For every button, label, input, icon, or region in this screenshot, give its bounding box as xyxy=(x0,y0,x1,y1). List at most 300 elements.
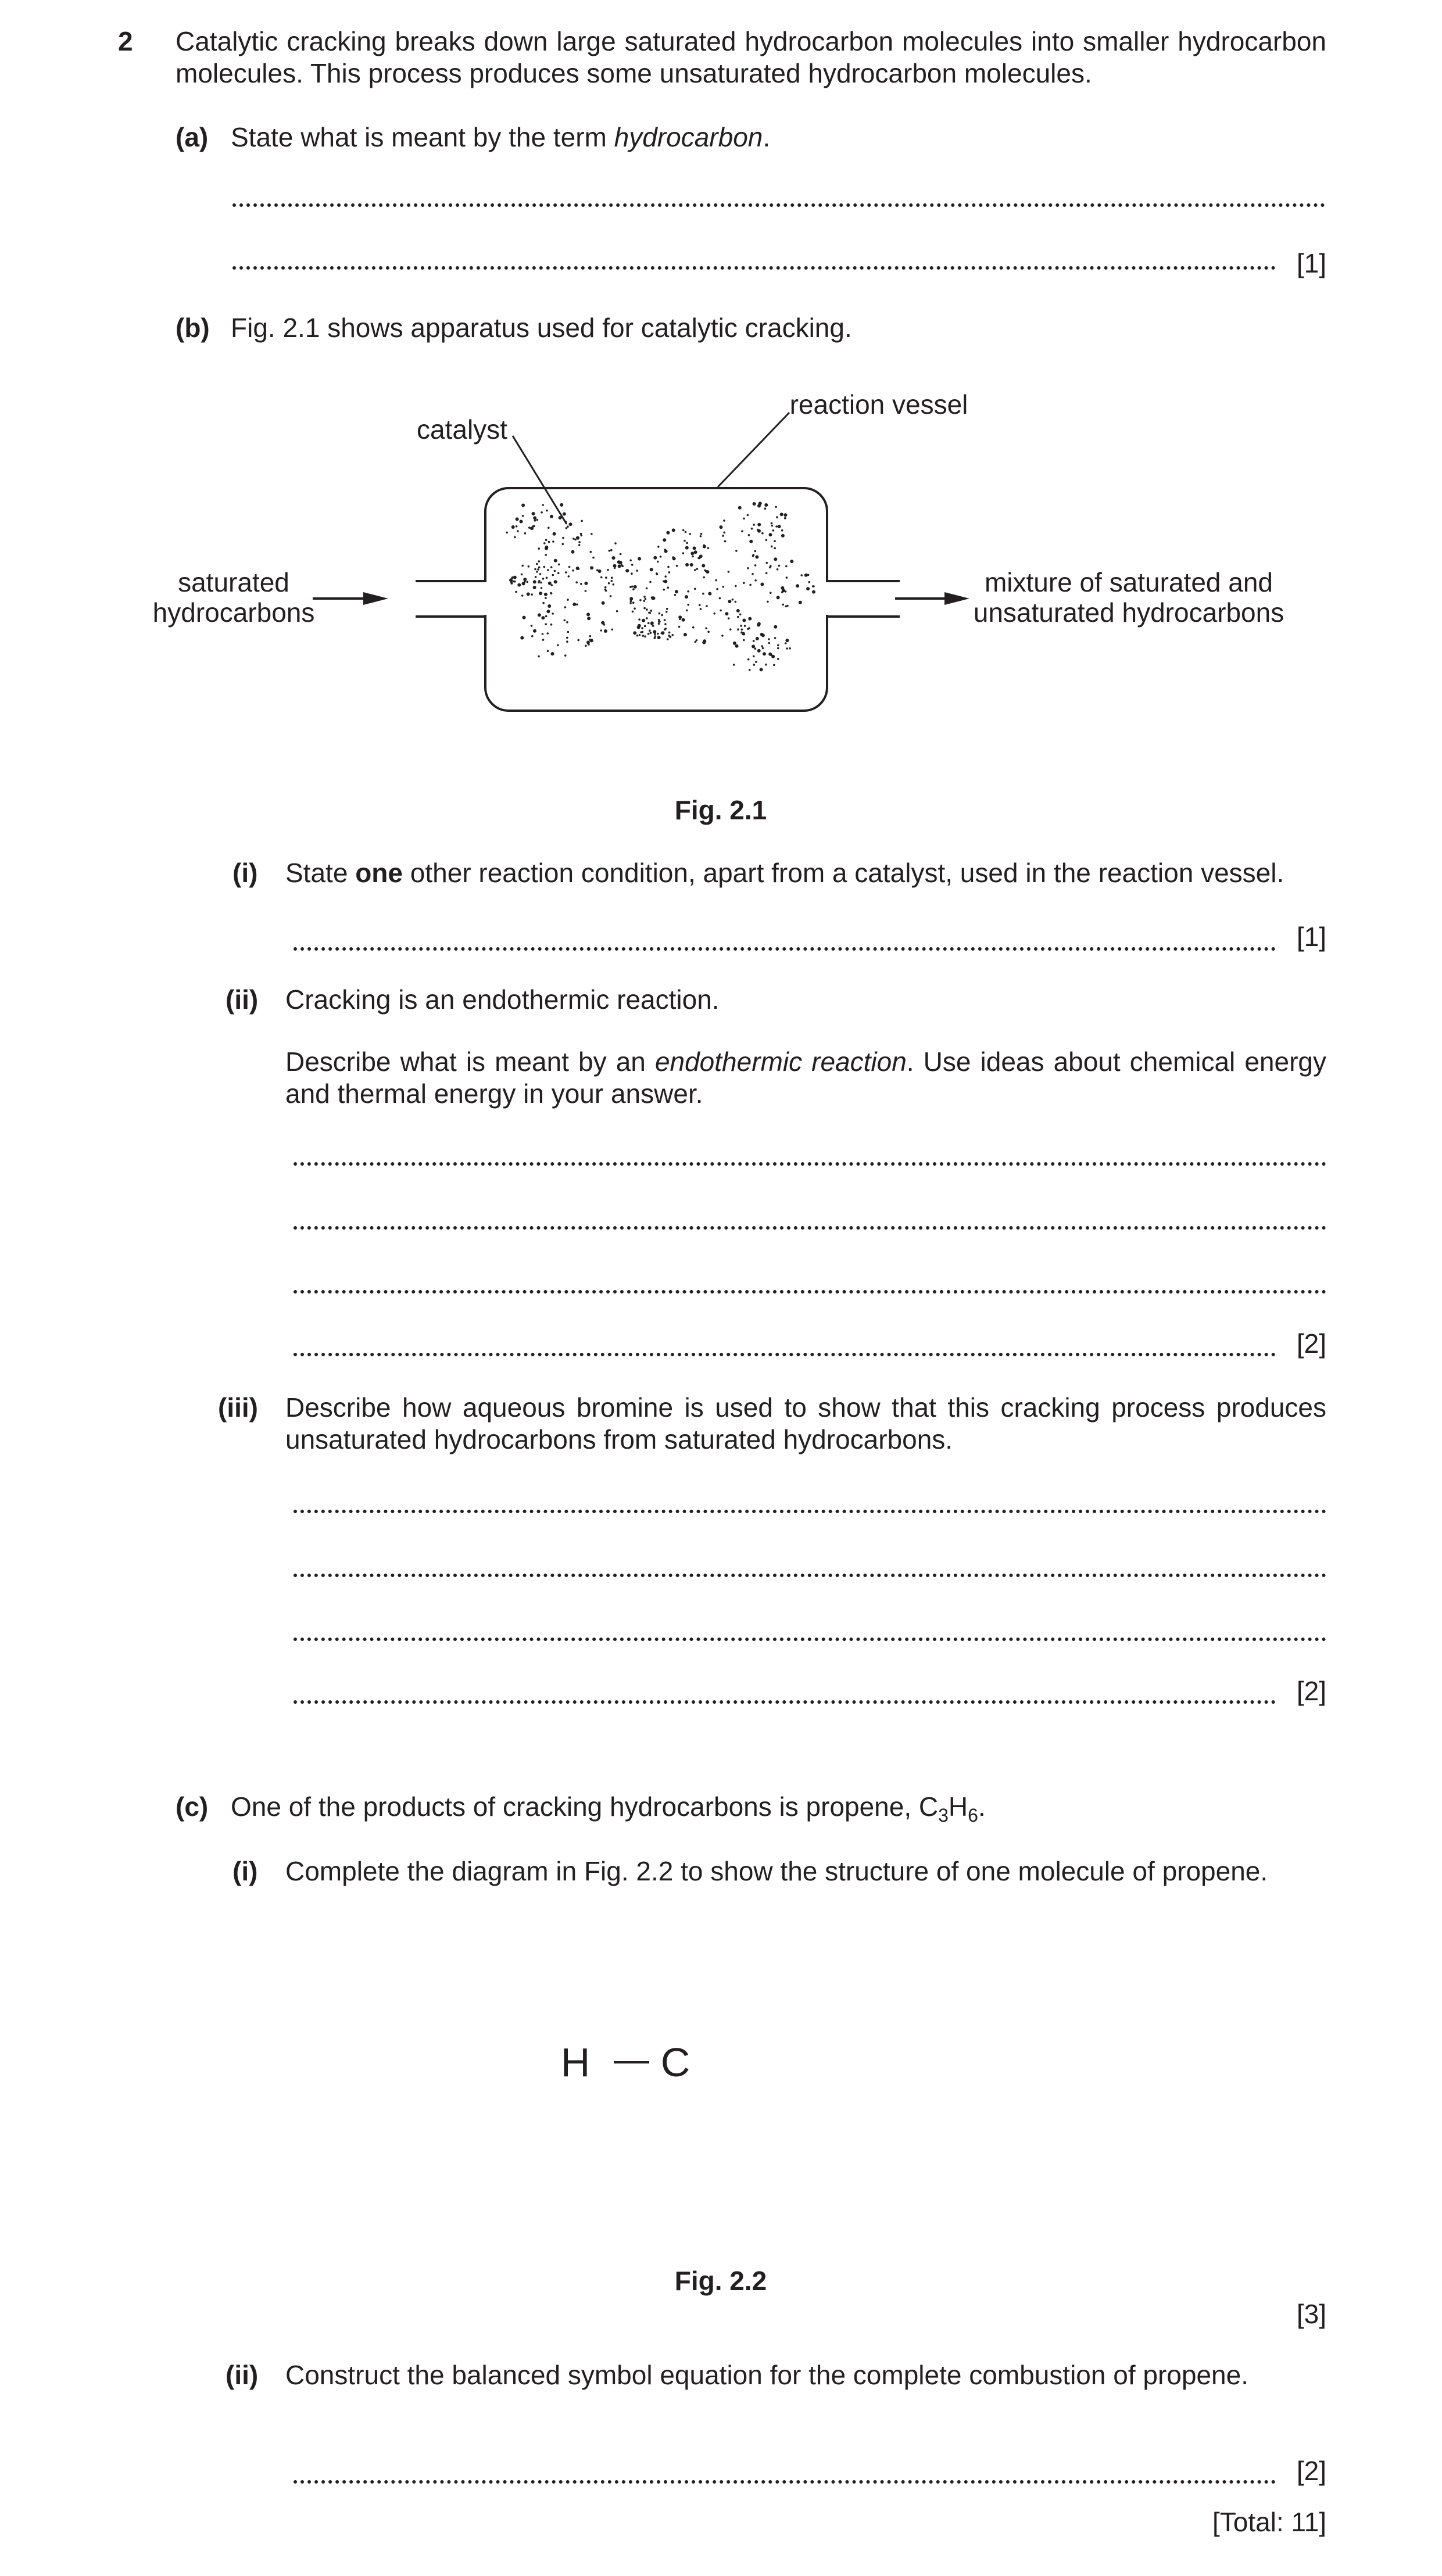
catalyst-dot xyxy=(545,547,548,550)
catalyst-dot xyxy=(706,571,709,574)
catalyst-dot xyxy=(773,664,775,667)
catalyst-dot xyxy=(642,619,645,622)
output-arrow xyxy=(895,592,969,605)
catalyst-dot xyxy=(567,599,569,601)
answer-line-b-ii-3[interactable] xyxy=(294,1284,1326,1294)
vessel-leader-line xyxy=(718,413,789,487)
catalyst-dot xyxy=(611,576,613,579)
catalyst-dot xyxy=(663,589,665,591)
catalyst-dot xyxy=(777,568,779,571)
catalyst-dot xyxy=(785,565,788,568)
catalyst-dot xyxy=(682,529,685,532)
catalyst-dot xyxy=(629,560,632,562)
catalyst-dot xyxy=(533,586,536,589)
catalyst-dot xyxy=(650,568,653,571)
catalyst-dot xyxy=(564,606,567,608)
catalyst-dot xyxy=(629,602,632,604)
catalyst-dot xyxy=(550,593,553,595)
catalyst-dot xyxy=(619,561,622,564)
catalyst-dot xyxy=(567,631,570,633)
catalyst-dot xyxy=(634,585,637,589)
catalyst-dot xyxy=(754,579,757,582)
catalyst-dot xyxy=(693,546,696,550)
catalyst-dot xyxy=(647,633,650,635)
catalyst-dot xyxy=(631,564,634,566)
catalyst-dot xyxy=(638,557,641,561)
catalyst-dot xyxy=(538,582,540,584)
catalyst-dot xyxy=(707,630,710,633)
answer-line-a2[interactable] xyxy=(232,260,1276,270)
catalyst-dot xyxy=(707,547,710,549)
catalyst-dot xyxy=(743,639,745,642)
catalyst-dot xyxy=(786,647,788,650)
input-label-line1: saturated xyxy=(178,567,289,597)
answer-line-b-ii-2[interactable] xyxy=(294,1220,1326,1230)
catalyst-dot xyxy=(735,644,739,648)
catalyst-dot xyxy=(741,530,743,532)
catalyst-dot xyxy=(564,619,566,622)
catalyst-dot xyxy=(566,637,568,639)
catalyst-dot xyxy=(527,592,530,596)
catalyst-dot xyxy=(661,614,663,617)
answer-line-b-iii-1[interactable] xyxy=(294,1504,1326,1513)
catalyst-dot xyxy=(534,568,536,571)
catalyst-dot xyxy=(728,600,731,603)
catalyst-dot xyxy=(676,565,678,567)
catalyst-dot xyxy=(560,503,563,507)
catalyst-dot xyxy=(736,609,740,612)
catalyst-dot xyxy=(566,527,568,529)
fig-2-1-apparatus-diagram xyxy=(0,372,1442,744)
catalyst-dot xyxy=(621,565,624,567)
catalyst-dot xyxy=(737,616,739,618)
catalyst-dot xyxy=(557,572,560,575)
catalyst-dot xyxy=(749,540,753,543)
catalyst-dot xyxy=(776,516,778,518)
catalyst-dot xyxy=(548,604,551,608)
catalyst-dot xyxy=(743,633,746,636)
catalyst-dot xyxy=(589,635,592,637)
catalyst-dot xyxy=(739,614,742,616)
catalyst-dot xyxy=(651,596,654,600)
catalyst-dot xyxy=(538,560,541,563)
catalyst-dot xyxy=(543,566,546,568)
catalyst-dot xyxy=(601,621,604,625)
catalyst-dot xyxy=(799,601,802,604)
catalyst-dot xyxy=(538,655,540,658)
outlet-pipe xyxy=(825,581,906,617)
catalyst-dot xyxy=(696,639,698,642)
catalyst-dot xyxy=(562,537,564,539)
catalyst-dot xyxy=(789,647,791,650)
catalyst-dot xyxy=(620,553,622,556)
catalyst-dot xyxy=(646,617,648,619)
catalyst-dot xyxy=(572,538,575,540)
catalyst-dot xyxy=(780,513,783,516)
answer-line-a1[interactable] xyxy=(232,198,1325,207)
part-c-text: One of the products of cracking hydrocarbons is propene, $C_3H_6$. xyxy=(231,1792,986,1826)
catalyst-dot xyxy=(641,627,643,629)
answer-line-b-iii-3[interactable] xyxy=(294,1632,1326,1641)
catalyst-dot xyxy=(774,557,777,561)
catalyst-dot xyxy=(686,610,688,612)
catalyst-dot xyxy=(528,565,530,568)
catalyst-dot xyxy=(713,612,715,615)
catalyst-dot xyxy=(581,520,583,522)
catalyst-dot xyxy=(754,550,757,553)
catalyst-dot xyxy=(765,539,768,542)
catalyst-dot xyxy=(604,629,607,633)
catalyst-dot xyxy=(765,562,768,564)
catalyst-dot xyxy=(684,540,686,542)
catalyst-dot xyxy=(654,635,657,637)
question-number: 2 xyxy=(118,26,133,56)
catalyst-dot xyxy=(705,627,707,629)
catalyst-dot xyxy=(781,529,783,532)
catalyst-dot xyxy=(536,519,539,521)
catalyst-dot xyxy=(514,536,516,539)
answer-line-b-ii-4[interactable] xyxy=(294,1347,1276,1356)
catalyst-dot xyxy=(632,611,634,613)
catalyst-dot xyxy=(753,655,755,658)
catalyst-dot xyxy=(552,540,554,543)
fig-2-2-propene-structure[interactable] xyxy=(558,2031,709,2095)
catalyst-dot xyxy=(643,596,646,598)
catalyst-dot xyxy=(774,547,776,550)
catalyst-dot xyxy=(755,556,758,559)
catalyst-dot xyxy=(625,569,629,572)
answer-line-b-iii-2[interactable] xyxy=(294,1568,1326,1577)
catalyst-dot xyxy=(657,546,660,548)
catalyst-dot xyxy=(656,574,659,576)
catalyst-dot xyxy=(585,645,587,647)
catalyst-dot xyxy=(548,541,550,543)
catalyst-dot xyxy=(675,590,678,593)
catalyst-dot xyxy=(521,574,523,576)
catalyst-dot xyxy=(612,583,614,586)
catalyst-dot xyxy=(614,542,617,544)
catalyst-dot xyxy=(781,586,784,590)
catalyst-dot xyxy=(687,590,689,593)
catalyst-dot xyxy=(639,599,642,601)
catalyst-dot xyxy=(584,582,588,585)
catalyst-dot xyxy=(633,631,636,635)
catalyst-dot xyxy=(541,587,543,589)
catalyst-dot xyxy=(511,582,513,585)
catalyst-dot xyxy=(813,585,815,587)
catalyst-dot xyxy=(568,575,570,578)
catalyst-dot xyxy=(550,566,553,568)
catalyst-dot xyxy=(542,602,545,604)
catalyst-dot xyxy=(664,575,667,578)
catalyst-dot xyxy=(735,550,738,552)
catalyst-dot xyxy=(755,661,757,663)
catalyst-dot xyxy=(546,610,550,613)
catalyst-dot xyxy=(576,603,578,606)
catalyst-dot xyxy=(544,593,548,596)
catalyst-dot xyxy=(665,611,668,613)
catalyst-dot xyxy=(751,528,753,530)
catalyst-dot xyxy=(632,601,635,604)
catalyst-dot xyxy=(667,586,670,589)
catalyst-dot xyxy=(771,525,774,527)
catalyst-dot xyxy=(696,568,699,570)
catalyst-dot xyxy=(567,525,569,528)
catalyst-dot xyxy=(685,563,689,567)
catalyst-dot xyxy=(720,610,722,612)
catalyst-dot xyxy=(735,585,737,587)
catalyst-dot xyxy=(532,525,535,528)
output-label-line2: unsaturated hydrocarbons xyxy=(973,597,1284,628)
catalyst-dot xyxy=(678,615,682,619)
catalyst-dot xyxy=(523,616,526,619)
catalyst-dot xyxy=(747,628,749,630)
catalyst-dot xyxy=(517,530,519,532)
catalyst-dot xyxy=(786,576,788,579)
catalyst-dot xyxy=(541,616,545,619)
part-c-i-label: (i) xyxy=(232,1856,258,1886)
catalyst-dot xyxy=(747,567,749,569)
catalyst-dot xyxy=(674,594,677,596)
catalyst-dot xyxy=(540,582,542,584)
catalyst-dot xyxy=(578,544,581,546)
catalyst-dot xyxy=(685,531,687,533)
catalyst-dot xyxy=(531,625,533,627)
marks-b-i: [1] xyxy=(1296,922,1326,952)
catalyst-dot xyxy=(611,629,613,631)
catalyst-dot xyxy=(643,600,645,602)
input-label-line2: hydrocarbons xyxy=(152,597,315,628)
catalyst-dot xyxy=(545,615,548,618)
catalyst-dot xyxy=(757,649,761,653)
catalyst-dot xyxy=(783,513,787,517)
catalyst-dot xyxy=(572,603,576,606)
catalyst-dot xyxy=(666,531,670,535)
catalyst-dot xyxy=(629,597,633,600)
catalyst-dot xyxy=(616,610,618,612)
catalyst-dot xyxy=(716,588,718,590)
catalyst-dot xyxy=(545,623,547,625)
catalyst-dot xyxy=(732,599,734,601)
answer-line-c-ii[interactable] xyxy=(294,2474,1276,2484)
catalyst-dot xyxy=(784,517,786,520)
answer-line-b-ii-1[interactable] xyxy=(294,1156,1326,1166)
catalyst-dot xyxy=(538,567,541,569)
catalyst-dot xyxy=(569,522,572,526)
catalyst-dot xyxy=(659,612,661,615)
catalyst-dot xyxy=(752,555,754,557)
catalyst-dot xyxy=(728,617,730,619)
catalyst-dot xyxy=(753,502,756,506)
catalyst-dot xyxy=(690,563,693,567)
answer-line-b-i[interactable] xyxy=(294,941,1276,951)
catalyst-dot xyxy=(521,565,524,567)
catalyst-dot xyxy=(723,520,725,522)
catalyst-dot xyxy=(585,590,587,592)
catalyst-dot xyxy=(548,526,550,529)
catalyst-dot xyxy=(513,576,517,579)
catalyst-dot xyxy=(694,550,697,554)
catalyst-dot xyxy=(657,636,661,639)
catalyst-dot xyxy=(639,634,641,636)
catalyst-dot xyxy=(604,586,607,589)
catalyst-dot xyxy=(634,607,636,610)
catalyst-dot xyxy=(664,623,667,625)
catalyst-dot xyxy=(590,551,592,553)
catalyst-dot xyxy=(547,650,549,652)
catalyst-dot xyxy=(613,564,617,568)
catalyst-dot xyxy=(644,625,646,627)
catalyst-dot xyxy=(775,506,777,508)
catalyst-dot xyxy=(640,631,642,633)
catalyst-dot xyxy=(538,613,541,617)
catalyst-dot xyxy=(692,556,694,558)
catalyst-dot xyxy=(644,635,646,637)
catalyst-dot xyxy=(612,556,616,560)
catalyst-dot xyxy=(757,622,761,626)
catalyst-dot xyxy=(548,582,552,585)
catalyst-dot xyxy=(590,566,593,569)
catalyst-dot xyxy=(692,626,695,629)
catalyst-dot xyxy=(806,587,810,590)
catalyst-dot xyxy=(636,635,639,637)
catalyst-dot xyxy=(694,569,696,571)
catalyst-dot xyxy=(653,556,657,560)
catalyst-dot xyxy=(760,583,764,586)
catalyst-dot xyxy=(580,583,582,585)
part-c-ii-label: (ii) xyxy=(226,2360,259,2390)
catalyst-dot xyxy=(665,628,667,630)
catalyst-dot xyxy=(749,669,751,671)
catalyst-dot xyxy=(781,591,783,593)
part-c-i-question: Complete the diagram in Fig. 2.2 to show the structure of one molecule of propene. xyxy=(285,1856,1268,1886)
catalyst-dot xyxy=(609,550,611,552)
catalyst-dot xyxy=(774,637,777,639)
catalyst-dot xyxy=(533,516,536,520)
catalyst-dot xyxy=(602,601,605,605)
input-arrow xyxy=(313,592,388,605)
catalyst-dot xyxy=(534,520,536,522)
catalyst-dot xyxy=(706,605,708,607)
catalyst-dot xyxy=(650,632,652,634)
catalyst-dot xyxy=(586,641,590,644)
catalyst-dot xyxy=(733,664,735,666)
catalyst-dot xyxy=(768,638,770,640)
question-intro: Catalytic cracking breaks down large saturated hydrocarbon molecules into smaller hydrocarbon molecules. This process produces some unsaturated hydrocarbon molecules. xyxy=(176,26,1326,89)
catalyst-dot xyxy=(812,590,815,594)
catalyst-dot xyxy=(722,535,724,537)
catalyst-dot xyxy=(699,604,701,606)
reaction-vessel-label: reaction vessel xyxy=(789,389,968,420)
catalyst-dot xyxy=(632,588,635,590)
catalyst-dot xyxy=(574,539,577,541)
catalyst-dot xyxy=(598,569,602,573)
catalyst-dot xyxy=(775,525,778,528)
catalyst-dot xyxy=(557,644,559,647)
catalyst-dot xyxy=(533,580,536,583)
catalyst-dot xyxy=(700,533,703,535)
catalyst-label: catalyst xyxy=(417,414,507,445)
catalyst-dot xyxy=(785,606,788,608)
catalyst-dot xyxy=(558,564,560,566)
catalyst-dot xyxy=(733,642,736,645)
catalyst-dot xyxy=(522,582,525,585)
marks-b-iii: [2] xyxy=(1296,1676,1326,1706)
catalyst-dot xyxy=(747,514,749,517)
catalyst-dot xyxy=(515,591,517,593)
catalyst-dot xyxy=(600,576,603,579)
catalyst-dot xyxy=(524,532,527,535)
catalyst-dot xyxy=(744,625,746,627)
catalyst-dot xyxy=(765,572,768,575)
catalyst-dot xyxy=(771,655,775,658)
catalyst-dot xyxy=(536,563,538,565)
catalyst-dot xyxy=(667,566,670,568)
catalyst-dot xyxy=(757,523,761,526)
catalyst-dot xyxy=(768,642,771,644)
catalyst-dot xyxy=(685,595,688,599)
catalyst-dot xyxy=(743,518,745,520)
catalyst-dot xyxy=(521,504,525,507)
answer-line-b-iii-4[interactable] xyxy=(294,1694,1276,1704)
catalyst-dot xyxy=(547,632,549,635)
catalyst-dot xyxy=(511,577,513,579)
marks-b-ii: [2] xyxy=(1296,1328,1326,1359)
catalyst-dot xyxy=(668,632,671,634)
catalyst-dot xyxy=(774,540,776,543)
catalyst-dot xyxy=(592,557,595,559)
catalyst-dot xyxy=(774,625,777,629)
part-b-iii-label: (iii) xyxy=(218,1392,258,1423)
catalyst-dot xyxy=(552,574,554,576)
catalyst-dot xyxy=(689,533,691,535)
catalyst-dot xyxy=(720,525,723,529)
catalyst-dot xyxy=(778,565,781,567)
catalyst-dot xyxy=(743,582,745,584)
catalyst-dot xyxy=(546,577,548,579)
catalyst-dot xyxy=(638,624,641,628)
catalyst-dot xyxy=(657,633,659,635)
catalyst-dot xyxy=(539,573,542,575)
catalyst-dot xyxy=(777,596,780,599)
catalyst-dot xyxy=(650,610,653,612)
catalyst-dot xyxy=(800,574,803,576)
catalyst-dot xyxy=(702,593,704,595)
catalyst-dot xyxy=(777,644,779,647)
catalyst-dot xyxy=(770,592,772,594)
catalyst-dot xyxy=(684,633,687,636)
catalyst-dot xyxy=(547,569,549,571)
fig-2-1-caption: Fig. 2.1 xyxy=(674,795,767,825)
catalyst-dot xyxy=(663,538,666,542)
catalyst-dot xyxy=(512,581,514,583)
catalyst-dot xyxy=(653,630,656,633)
marks-c-i: [3] xyxy=(1296,2299,1326,2329)
catalyst-dot xyxy=(652,625,654,627)
catalyst-dot xyxy=(682,618,685,622)
catalyst-dot xyxy=(587,617,591,620)
catalyst-dot xyxy=(654,633,656,636)
catalyst-dot xyxy=(654,637,656,639)
catalyst-dot xyxy=(506,532,508,534)
catalyst-dot xyxy=(735,601,737,603)
catalyst-dot xyxy=(538,547,540,550)
catalyst-dot xyxy=(566,621,568,624)
catalyst-dot xyxy=(600,629,603,632)
catalyst-dot xyxy=(568,566,571,568)
catalyst-dot xyxy=(657,561,659,563)
catalyst-dot xyxy=(645,598,647,600)
